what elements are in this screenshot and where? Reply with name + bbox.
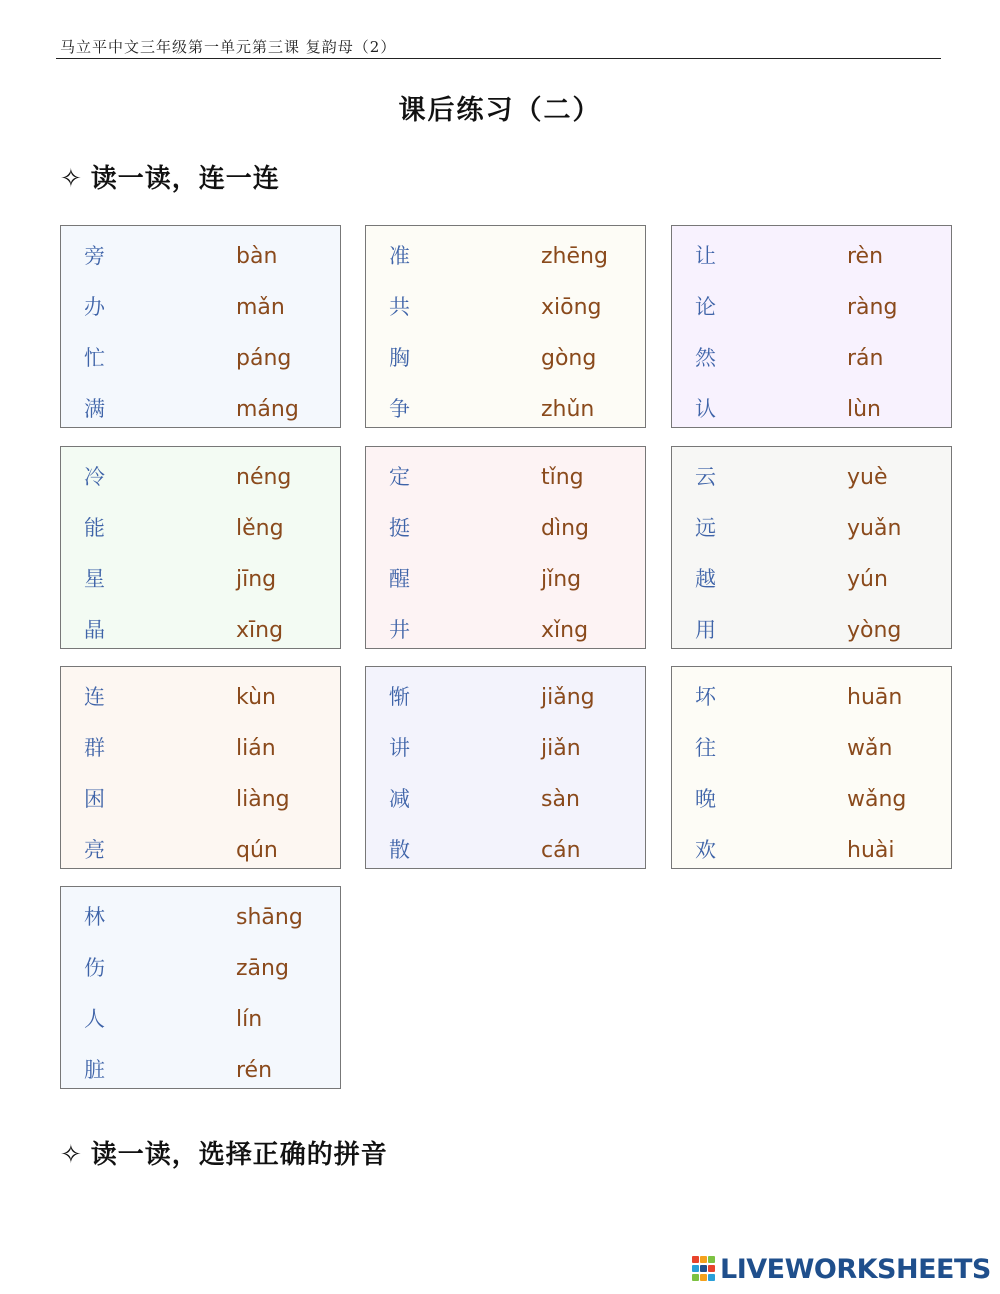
hanzi-item[interactable]: 减 xyxy=(389,787,410,811)
hanzi-item[interactable]: 旁 xyxy=(84,244,105,268)
logo-text: LIVEWORKSHEETS xyxy=(720,1253,991,1285)
pinyin-item[interactable]: xǐng xyxy=(541,618,589,643)
match-row xyxy=(366,389,645,429)
hanzi-item[interactable]: 困 xyxy=(84,787,105,811)
section-title-choose xyxy=(60,1134,388,1171)
pinyin-item[interactable]: sàn xyxy=(541,787,580,812)
pinyin-item[interactable]: tǐng xyxy=(541,465,584,490)
match-row xyxy=(61,779,340,819)
pinyin-item[interactable]: lùn xyxy=(847,397,881,422)
hanzi-item[interactable]: 亮 xyxy=(84,838,105,862)
hanzi-item[interactable]: 林 xyxy=(84,905,105,929)
match-group-2 xyxy=(365,225,646,428)
pinyin-item[interactable]: dìng xyxy=(541,516,589,541)
pinyin-item[interactable]: páng xyxy=(236,346,292,371)
pinyin-item[interactable]: xīng xyxy=(236,618,284,643)
logo-mark-icon xyxy=(692,1256,716,1282)
hanzi-item[interactable]: 办 xyxy=(84,295,105,319)
match-group-6 xyxy=(671,446,952,649)
match-row xyxy=(366,457,645,497)
pinyin-item[interactable]: zhēng xyxy=(541,244,608,269)
match-row xyxy=(61,236,340,276)
match-row xyxy=(672,830,951,870)
pinyin-item[interactable]: jiǎn xyxy=(541,736,581,761)
match-row xyxy=(672,610,951,650)
pinyin-item[interactable]: lín xyxy=(236,1007,263,1032)
match-row xyxy=(672,728,951,768)
liveworksheets-logo xyxy=(692,1252,991,1286)
sparkle-icon: ✧ xyxy=(60,1140,83,1170)
hanzi-item[interactable]: 往 xyxy=(695,736,716,760)
match-row xyxy=(366,508,645,548)
hanzi-item[interactable]: 远 xyxy=(695,516,716,540)
match-row xyxy=(366,287,645,327)
match-group-8 xyxy=(365,666,646,869)
hanzi-item[interactable]: 挺 xyxy=(389,516,410,540)
match-row xyxy=(366,559,645,599)
header-text: 马立平中文三年级第一单元第三课 复韵母（2） xyxy=(60,38,397,56)
hanzi-item[interactable]: 晶 xyxy=(84,618,105,642)
match-row xyxy=(366,830,645,870)
hanzi-item[interactable]: 能 xyxy=(84,516,105,540)
pinyin-item[interactable]: jīng xyxy=(236,567,277,592)
pinyin-item[interactable]: néng xyxy=(236,465,292,490)
pinyin-item[interactable]: rèn xyxy=(847,244,884,269)
hanzi-item[interactable]: 散 xyxy=(389,838,410,862)
match-row xyxy=(61,677,340,717)
hanzi-item[interactable]: 井 xyxy=(389,618,410,642)
pinyin-item[interactable]: huài xyxy=(847,838,895,863)
header-rule xyxy=(56,58,941,59)
hanzi-item[interactable]: 欢 xyxy=(695,838,716,862)
pinyin-item[interactable]: yuǎn xyxy=(847,516,902,541)
match-row xyxy=(672,677,951,717)
match-row xyxy=(672,338,951,378)
hanzi-item[interactable]: 人 xyxy=(84,1007,105,1031)
match-row xyxy=(61,338,340,378)
pinyin-item[interactable]: zāng xyxy=(236,956,289,981)
match-row xyxy=(61,830,340,870)
match-group-4 xyxy=(60,446,341,649)
hanzi-item[interactable]: 定 xyxy=(389,465,410,489)
pinyin-item[interactable]: mǎn xyxy=(236,295,285,320)
pinyin-item[interactable]: máng xyxy=(236,397,299,422)
match-group-3 xyxy=(671,225,952,428)
hanzi-item[interactable]: 越 xyxy=(695,567,716,591)
pinyin-item[interactable]: bàn xyxy=(236,244,278,269)
hanzi-item[interactable]: 胸 xyxy=(389,346,410,370)
match-row xyxy=(61,389,340,429)
hanzi-item[interactable]: 准 xyxy=(389,244,410,268)
pinyin-item[interactable]: wǎng xyxy=(847,787,907,812)
match-row xyxy=(61,728,340,768)
pinyin-item[interactable]: jǐng xyxy=(541,567,582,592)
match-row xyxy=(366,338,645,378)
match-row xyxy=(672,779,951,819)
pinyin-item[interactable]: wǎn xyxy=(847,736,893,761)
match-row xyxy=(61,999,340,1039)
pinyin-item[interactable]: rán xyxy=(847,346,884,371)
hanzi-item[interactable]: 让 xyxy=(695,244,716,268)
hanzi-item[interactable]: 坏 xyxy=(695,685,716,709)
match-row xyxy=(672,287,951,327)
hanzi-item[interactable]: 伤 xyxy=(84,956,105,980)
hanzi-item[interactable]: 然 xyxy=(695,346,716,370)
match-row xyxy=(61,1050,340,1090)
match-row xyxy=(61,610,340,650)
match-group-9 xyxy=(671,666,952,869)
pinyin-item[interactable]: liàng xyxy=(236,787,290,812)
pinyin-item[interactable]: jiǎng xyxy=(541,685,595,710)
pinyin-item[interactable]: yòng xyxy=(847,618,902,643)
match-row xyxy=(366,677,645,717)
hanzi-item[interactable]: 冷 xyxy=(84,465,105,489)
match-row xyxy=(61,559,340,599)
match-row xyxy=(672,508,951,548)
hanzi-item[interactable]: 争 xyxy=(389,397,410,421)
pinyin-item[interactable]: zhǔn xyxy=(541,397,595,422)
match-group-10 xyxy=(60,886,341,1089)
hanzi-item[interactable]: 共 xyxy=(389,295,410,319)
pinyin-item[interactable]: gòng xyxy=(541,346,597,371)
hanzi-item[interactable]: 惭 xyxy=(389,685,410,709)
section-title-choose-label: 读一读，选择正确的拼音 xyxy=(90,1140,388,1170)
hanzi-item[interactable]: 讲 xyxy=(389,736,410,760)
pinyin-item[interactable]: shāng xyxy=(236,905,303,930)
match-row xyxy=(61,287,340,327)
pinyin-item[interactable]: yuè xyxy=(847,465,888,490)
section-title-match-label: 读一读，连一连 xyxy=(90,164,280,194)
hanzi-item[interactable]: 云 xyxy=(695,465,716,489)
pinyin-item[interactable]: yún xyxy=(847,567,888,592)
hanzi-item[interactable]: 认 xyxy=(695,397,716,421)
hanzi-item[interactable]: 晚 xyxy=(695,787,716,811)
pinyin-item[interactable]: cán xyxy=(541,838,581,863)
page-title: 课后练习（二） xyxy=(398,95,602,126)
hanzi-item[interactable]: 忙 xyxy=(84,346,105,370)
match-row xyxy=(672,389,951,429)
hanzi-item[interactable]: 星 xyxy=(84,567,105,591)
hanzi-item[interactable]: 连 xyxy=(84,685,105,709)
match-row xyxy=(61,948,340,988)
pinyin-item[interactable]: xiōng xyxy=(541,295,602,320)
pinyin-item[interactable]: ràng xyxy=(847,295,898,320)
match-row xyxy=(672,236,951,276)
match-row xyxy=(61,508,340,548)
sparkle-icon: ✧ xyxy=(60,164,83,194)
match-row xyxy=(366,236,645,276)
section-title-match xyxy=(60,158,280,195)
match-row xyxy=(61,457,340,497)
pinyin-item[interactable]: kùn xyxy=(236,685,276,710)
pinyin-item[interactable]: lěng xyxy=(236,516,284,541)
hanzi-item[interactable]: 论 xyxy=(695,295,716,319)
match-row xyxy=(366,610,645,650)
pinyin-item[interactable]: qún xyxy=(236,838,278,863)
match-row xyxy=(366,779,645,819)
match-row xyxy=(672,559,951,599)
match-group-5 xyxy=(365,446,646,649)
hanzi-item[interactable]: 醒 xyxy=(389,567,410,591)
pinyin-item[interactable]: huān xyxy=(847,685,903,710)
pinyin-item[interactable]: lián xyxy=(236,736,276,761)
match-group-1 xyxy=(60,225,341,428)
hanzi-item[interactable]: 脏 xyxy=(84,1058,105,1082)
hanzi-item[interactable]: 满 xyxy=(84,397,105,421)
hanzi-item[interactable]: 群 xyxy=(84,736,105,760)
match-group-7 xyxy=(60,666,341,869)
match-row xyxy=(61,897,340,937)
pinyin-item[interactable]: rén xyxy=(236,1058,273,1083)
match-row xyxy=(366,728,645,768)
hanzi-item[interactable]: 用 xyxy=(695,618,716,642)
match-row xyxy=(672,457,951,497)
